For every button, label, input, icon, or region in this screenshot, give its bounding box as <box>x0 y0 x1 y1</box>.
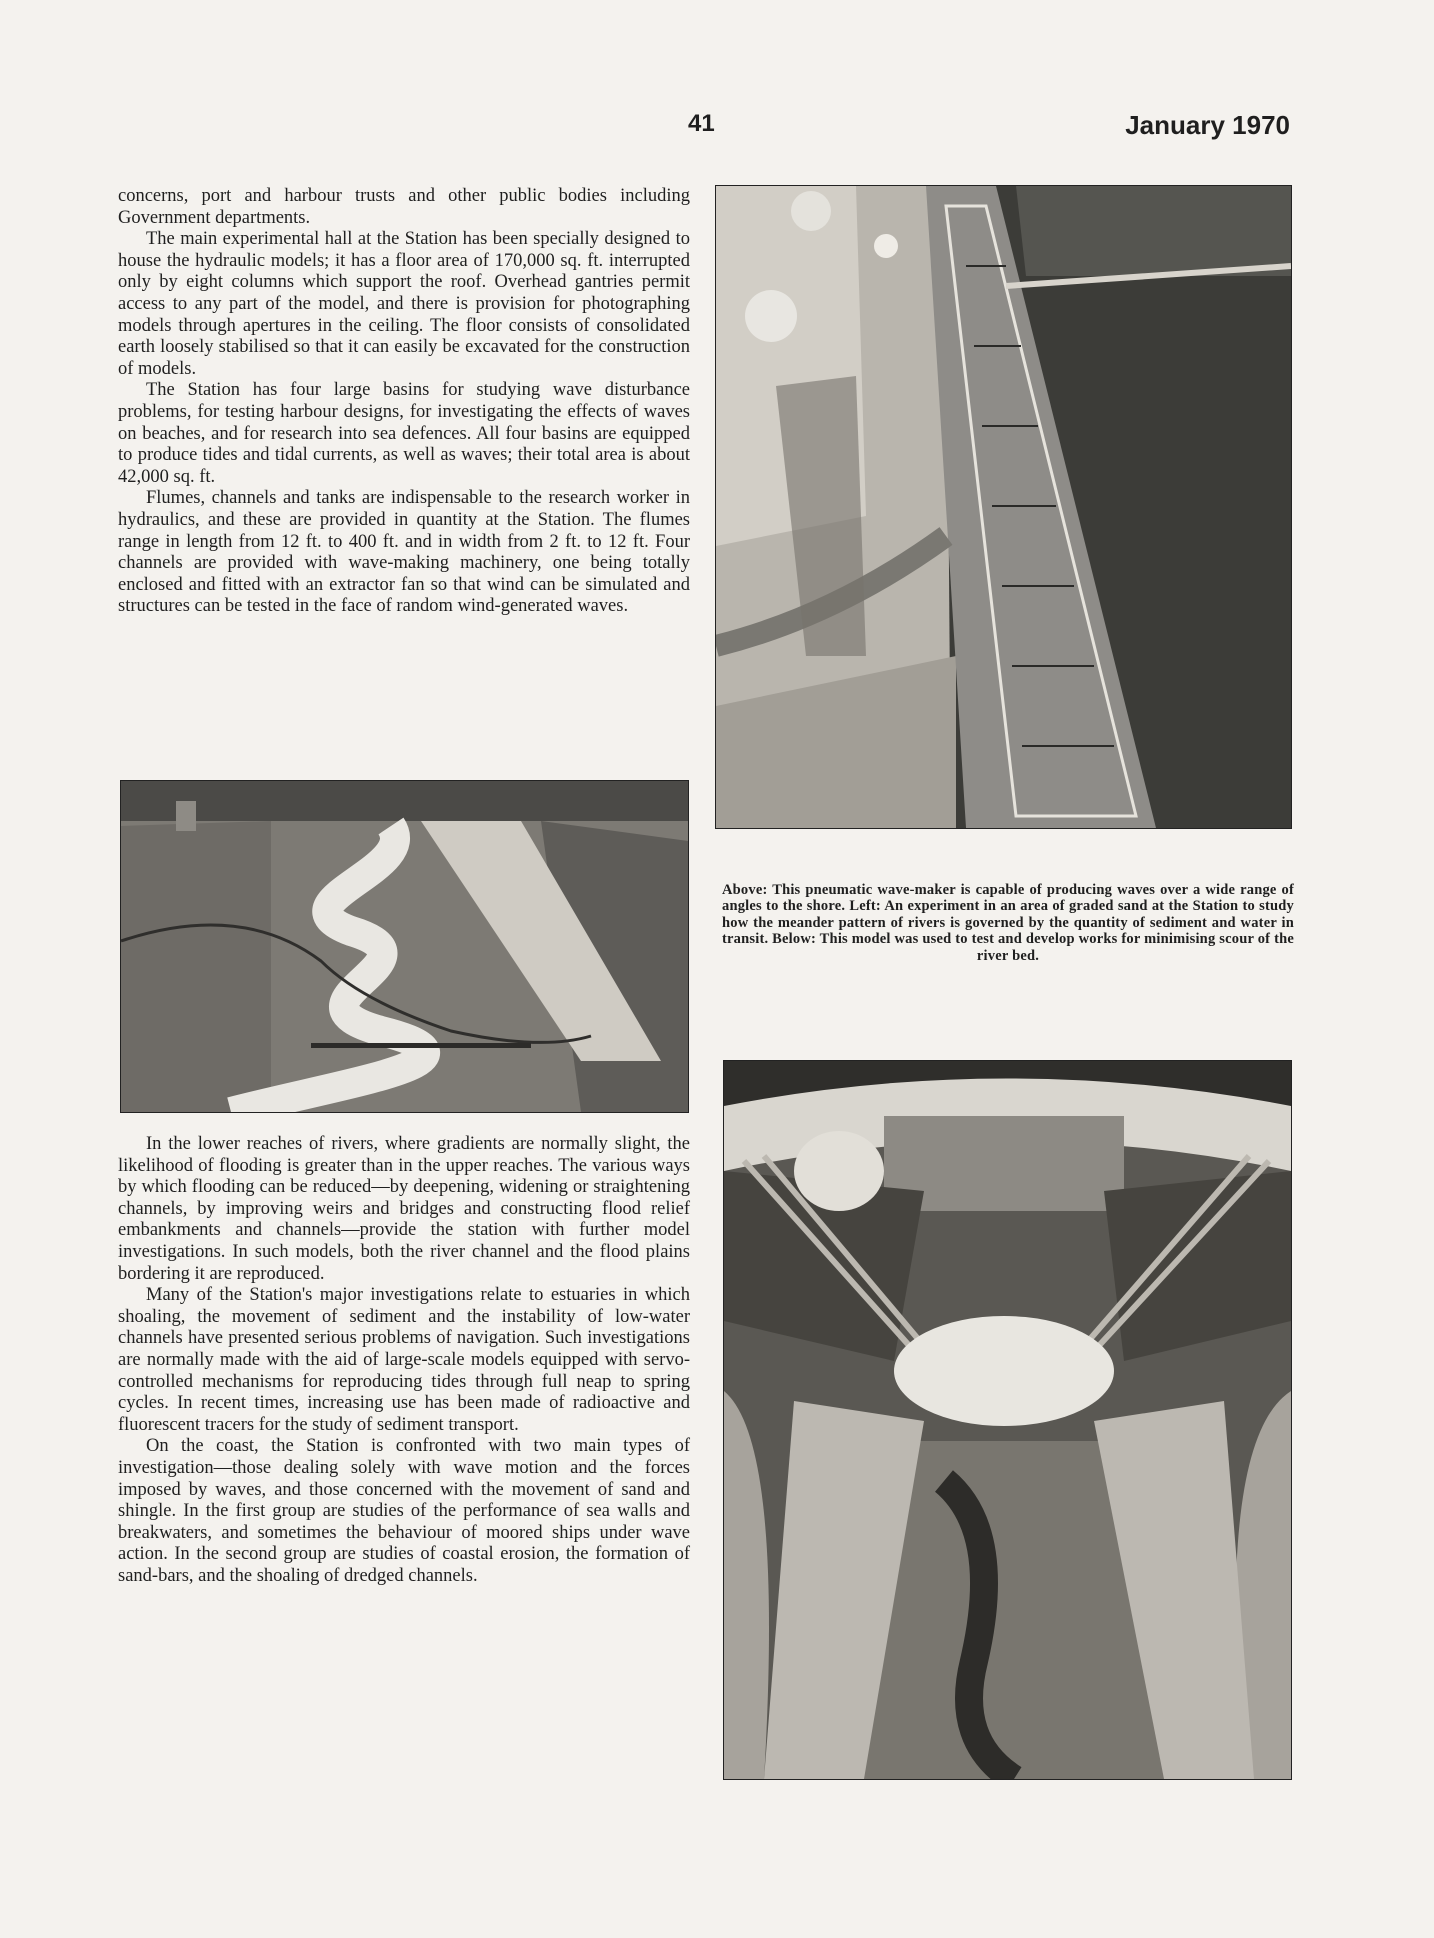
paragraph: In the lower reaches of rivers, where gradients are normally slight, the likelihood of flooding is greater than in the upper reaches. The various ways by which flooding can be reduced—by deepening, widening or straightening channels, by improving weirs and bridges and constructing flood relief embankments and channels—provide the station with further model investigations. In such models, both the river channel and the flood plains bordering it are reproduced. <box>118 1134 690 1284</box>
meander-experiment-photo <box>120 780 689 1113</box>
paragraph: On the coast, the Station is confronted with two main types of investigation—those dealing solely with wave motion and the forces imposed by waves, and those concerned with the movement of sand and shingle. In the first group are studies of the performance of sea walls and breakwaters, and sometimes the behaviour of moored ships under wave action. In the second group are studies of coastal erosion, the formation of sand-bars, and the shoaling of dredged channels. <box>118 1436 690 1586</box>
issue-date: January 1970 <box>1125 110 1290 140</box>
paragraph: The Station has four large basins for studying wave disturbance problems, for testing harbour designs, for investigating the effects of waves on beaches, and for research into sea defences. All four basins are equipped to produce tides and tidal currents, as well as waves; their total area is about 42,000 sq. ft. <box>118 380 690 487</box>
scour-model-photo <box>723 1060 1292 1780</box>
lower-article-text <box>118 1134 690 1587</box>
paragraph: The main experimental hall at the Station has been specially designed to house the hydraulic models; it has a floor area of 170,000 sq. ft. interrupted only by eight columns which support the roof. Overhead gantries permit access to any part of the model, and there is provision for photographing models through apertures in the ceiling. The floor consists of consolidated earth loosely stabilised so that it can easily be excavated for the construction of models. <box>118 229 690 379</box>
paragraph: Flumes, channels and tanks are indispensable to the research worker in hydraulics, and these are provided in quantity at the Station. The flumes range in length from 12 ft. to 400 ft. and in width from 2 ft. to 12 ft. Four channels are provided with wave-making machinery, one being totally enclosed and fitted with an extractor fan so that wind can be simulated and structures can be tested in the face of random wind-generated waves. <box>118 488 690 617</box>
upper-article-text <box>118 186 690 618</box>
page-number: 41 <box>688 110 715 137</box>
paragraph: concerns, port and harbour trusts and other public bodies including Government departments. <box>118 186 690 228</box>
photo-caption: Above: This pneumatic wave-maker is capable of producing waves over a wide range of angles to the shore. Left: An experiment in an area of graded sand at the Station to study how the meander pattern of rivers is governed by the quantity of sediment and water in transit. Below: This model was used to test and develop works for minimising scour of the river bed. <box>722 882 1294 964</box>
paragraph: Many of the Station's major investigations relate to estuaries in which shoaling, the movement of sediment and the instability of low-water channels have presented serious problems of navigation. Such investigations are normally made with the aid of large-scale models equipped with servo-controlled mechanisms for reproducing tides through full neap to spring cycles. In recent times, increasing use has been made of radioactive and fluorescent tracers for the study of sediment transport. <box>118 1285 690 1435</box>
wave-maker-photo <box>715 185 1292 829</box>
